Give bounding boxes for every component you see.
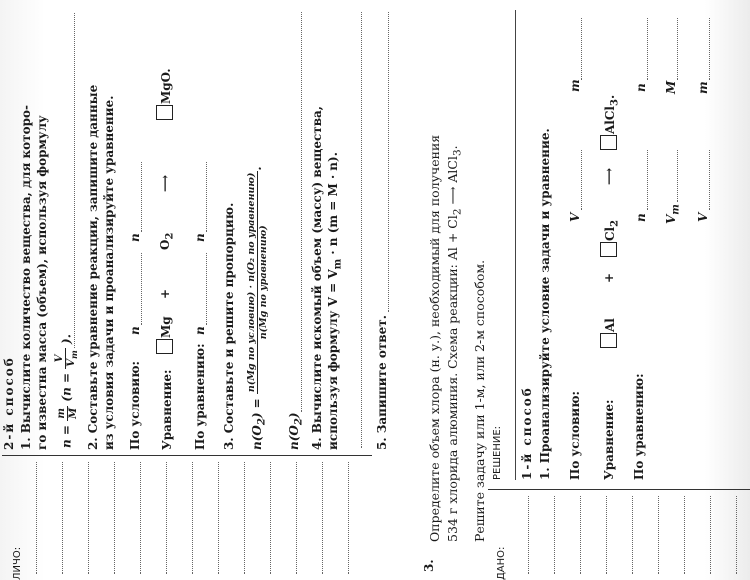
n-o2-sub: 2 <box>293 418 305 426</box>
coefficient-box-alcl3[interactable] <box>600 135 617 150</box>
answer-line[interactable] <box>361 12 362 448</box>
reaction-arrow-bottom: ⟶ <box>602 167 616 185</box>
n-o2-result-blank[interactable] <box>301 12 302 412</box>
mole-formula <box>54 334 80 448</box>
v-cl2-equation-label: V <box>696 212 710 222</box>
fraction-V-over-Vm <box>54 348 80 369</box>
coefficient-box-mgo[interactable] <box>156 105 173 120</box>
v-cl2-condition-blank[interactable] <box>581 150 582 210</box>
frac-num-V: V <box>54 348 66 369</box>
task-text-line1: Определите объем хлора (н. у.), необходимый для получения <box>427 134 442 542</box>
proportion-lhs: n(O <box>250 425 264 450</box>
frac-den-V: V <box>66 358 77 367</box>
task-line2-text: 534 г хлорида алюминия. Схема реакции: Al + Cl <box>445 215 460 542</box>
coefficient-box-cl2[interactable] <box>600 242 617 257</box>
n-o2-condition-label: n <box>128 233 142 242</box>
given-line <box>580 496 581 574</box>
given-line <box>684 496 685 574</box>
margin-label-top: ЛИЧО: <box>12 546 23 580</box>
m-alcl3-condition-label: m <box>568 79 582 92</box>
formula-n: n = <box>59 425 74 448</box>
al-formula: Al <box>603 318 617 332</box>
o2-formula <box>158 233 177 250</box>
equation-label: Уравнение: <box>160 369 174 450</box>
step1-text-line2: го известна масса (объем), используя формулу <box>35 115 49 450</box>
task-number: 3. <box>422 559 436 572</box>
proportion-numerator: n(Mg по условию) · n(O₂ по уравнению) <box>246 172 257 393</box>
coefficient-box-mg[interactable] <box>156 339 173 354</box>
task-line2-final: . <box>445 145 460 150</box>
alcl3-letter: AlCl <box>603 106 617 134</box>
task-text-line3: Решите задачу или 1-м, или 2-м способом. <box>472 259 487 542</box>
given-line <box>140 462 141 574</box>
cl2-subscript: 2 <box>609 219 621 227</box>
formula-paren-open: (n = <box>59 372 74 402</box>
solution-label: РЕШЕНИЕ: <box>492 425 503 480</box>
m-alcl3-condition-blank[interactable] <box>581 18 582 80</box>
v-cl2-equation-blank[interactable] <box>709 150 710 210</box>
given-line <box>736 496 737 574</box>
n-cl2-equation-label: n <box>634 213 648 222</box>
step5-text: 5. Запишите ответ. <box>375 315 389 450</box>
given-line <box>606 496 607 574</box>
given-line <box>192 462 193 574</box>
given-line <box>62 462 63 574</box>
step4-formula: используя формулу V = V <box>326 269 340 450</box>
mg-term <box>156 316 174 354</box>
final-answer-blank[interactable] <box>388 12 389 312</box>
section-divider <box>515 10 516 480</box>
proportion-fraction <box>246 171 269 394</box>
alcl3-term <box>600 95 622 150</box>
method-1-header: 1-й способ <box>520 386 534 480</box>
v-cl2-condition-label: V <box>568 212 582 222</box>
n-o2-equation-blank[interactable] <box>206 162 207 232</box>
plus-sign: + <box>158 288 172 299</box>
step4-text-line2 <box>326 152 345 450</box>
n-mg-condition-label: n <box>128 326 142 335</box>
given-line <box>658 496 659 574</box>
proportion-lhs-end: ) = <box>250 398 264 419</box>
proportion-formula <box>244 166 275 450</box>
n-o2-condition-blank[interactable] <box>141 162 142 232</box>
given-line <box>528 496 529 574</box>
mgo-term <box>156 68 174 120</box>
given-line <box>88 462 89 574</box>
given-line <box>348 462 349 574</box>
mg-formula: Mg <box>159 316 173 338</box>
o2-subscript: 2 <box>164 232 176 240</box>
frac-num-m: m <box>56 406 68 421</box>
proportion-lhs-sub: 2 <box>256 418 268 426</box>
step3-text: 3. Составьте и решите пропорцию. <box>222 202 236 450</box>
given-line <box>218 462 219 574</box>
answer-line <box>74 13 75 348</box>
m-alcl3-equation-label: m <box>696 81 710 94</box>
margin-divider-bottom <box>488 489 750 490</box>
o2-letter: O <box>158 239 172 250</box>
fraction-m-over-M <box>56 406 79 421</box>
cl2-letter: Cl <box>603 226 617 241</box>
step4-text-line1: 4. Вычислите искомый объем (массу) вещества, <box>310 106 324 450</box>
alcl3-end: . <box>603 94 617 100</box>
al-term <box>600 318 618 348</box>
vm-subscript: m <box>670 204 682 215</box>
by-condition-label-bottom: По условию: <box>568 391 582 480</box>
task-line2-sub: 2 <box>451 208 464 216</box>
equation-label-bottom: Уравнение: <box>602 399 616 480</box>
vm-letter: V <box>664 214 678 224</box>
alcl3-subscript: 3 <box>609 99 621 107</box>
reaction-arrow: ⟶ <box>158 174 172 192</box>
n-o2-equation-label: n <box>193 233 207 242</box>
n-mg-condition-blank[interactable] <box>141 253 142 325</box>
task-line2-arrow: ⟶ AlCl <box>445 156 460 205</box>
m-alcl3-equation-blank[interactable] <box>709 18 710 80</box>
molar-mass-blank[interactable] <box>677 18 678 80</box>
formula-paren-close: ). <box>59 334 74 344</box>
step1-text-line1: 1. Вычислите количество вещества, для которо- <box>19 105 33 450</box>
proportion-end: . <box>250 166 264 171</box>
task-line2-sub2: 3 <box>451 149 464 157</box>
n-o2-text: n(O <box>287 425 301 450</box>
by-equation-label-bottom: По уравнению: <box>632 373 646 480</box>
step4-formula-end: · n (m = M · n). <box>326 152 340 255</box>
given-line <box>270 462 271 574</box>
task-text-line2 <box>445 145 466 542</box>
given-line <box>632 496 633 574</box>
vm-label <box>664 204 683 224</box>
by-equation-label: По уравнению: <box>193 343 207 450</box>
proportion-denominator: n(Mg по уравнению) <box>258 225 269 340</box>
n-o2-end: ) <box>287 412 301 419</box>
n-cl2-equation-blank[interactable] <box>647 150 648 210</box>
mgo-formula: MgO. <box>159 68 173 104</box>
given-line <box>166 462 167 574</box>
n-alcl3-equation-blank[interactable] <box>647 18 648 80</box>
given-line <box>36 462 37 574</box>
given-line <box>244 462 245 574</box>
n-mg-equation-blank[interactable] <box>206 253 207 325</box>
cl2-term <box>600 220 622 257</box>
given-line <box>114 462 115 574</box>
plus-sign-bottom: + <box>602 272 616 283</box>
given-line <box>296 462 297 574</box>
coefficient-box-al[interactable] <box>600 333 617 348</box>
step2-text-line1: 2. Составьте уравнение реакции, запишите данные <box>86 84 100 450</box>
margin-divider-top <box>2 455 372 456</box>
frac-den-sub-m: m <box>69 350 79 359</box>
molar-mass-label: M <box>664 80 678 94</box>
margin-label-given: ДАНО: <box>496 546 507 580</box>
step4-formula-sub: m <box>332 258 344 270</box>
given-line <box>322 462 323 574</box>
given-line <box>710 496 711 574</box>
method1-step1-text: 1. Проанализируйте условие задачи и уравнение. <box>538 128 552 480</box>
by-condition-label: По условию: <box>128 361 142 450</box>
n-alcl3-equation-label: n <box>634 83 648 92</box>
n-mg-equation-label: n <box>193 326 207 335</box>
method-2-header: 2-й способ <box>2 356 16 450</box>
given-line <box>554 496 555 574</box>
step2-text-line2: из условия задачи и проанализируйте уравнение. <box>102 95 116 450</box>
frac-den-M: M <box>67 407 79 419</box>
n-o2-result-label <box>287 412 306 450</box>
vm-blank[interactable] <box>677 150 678 202</box>
